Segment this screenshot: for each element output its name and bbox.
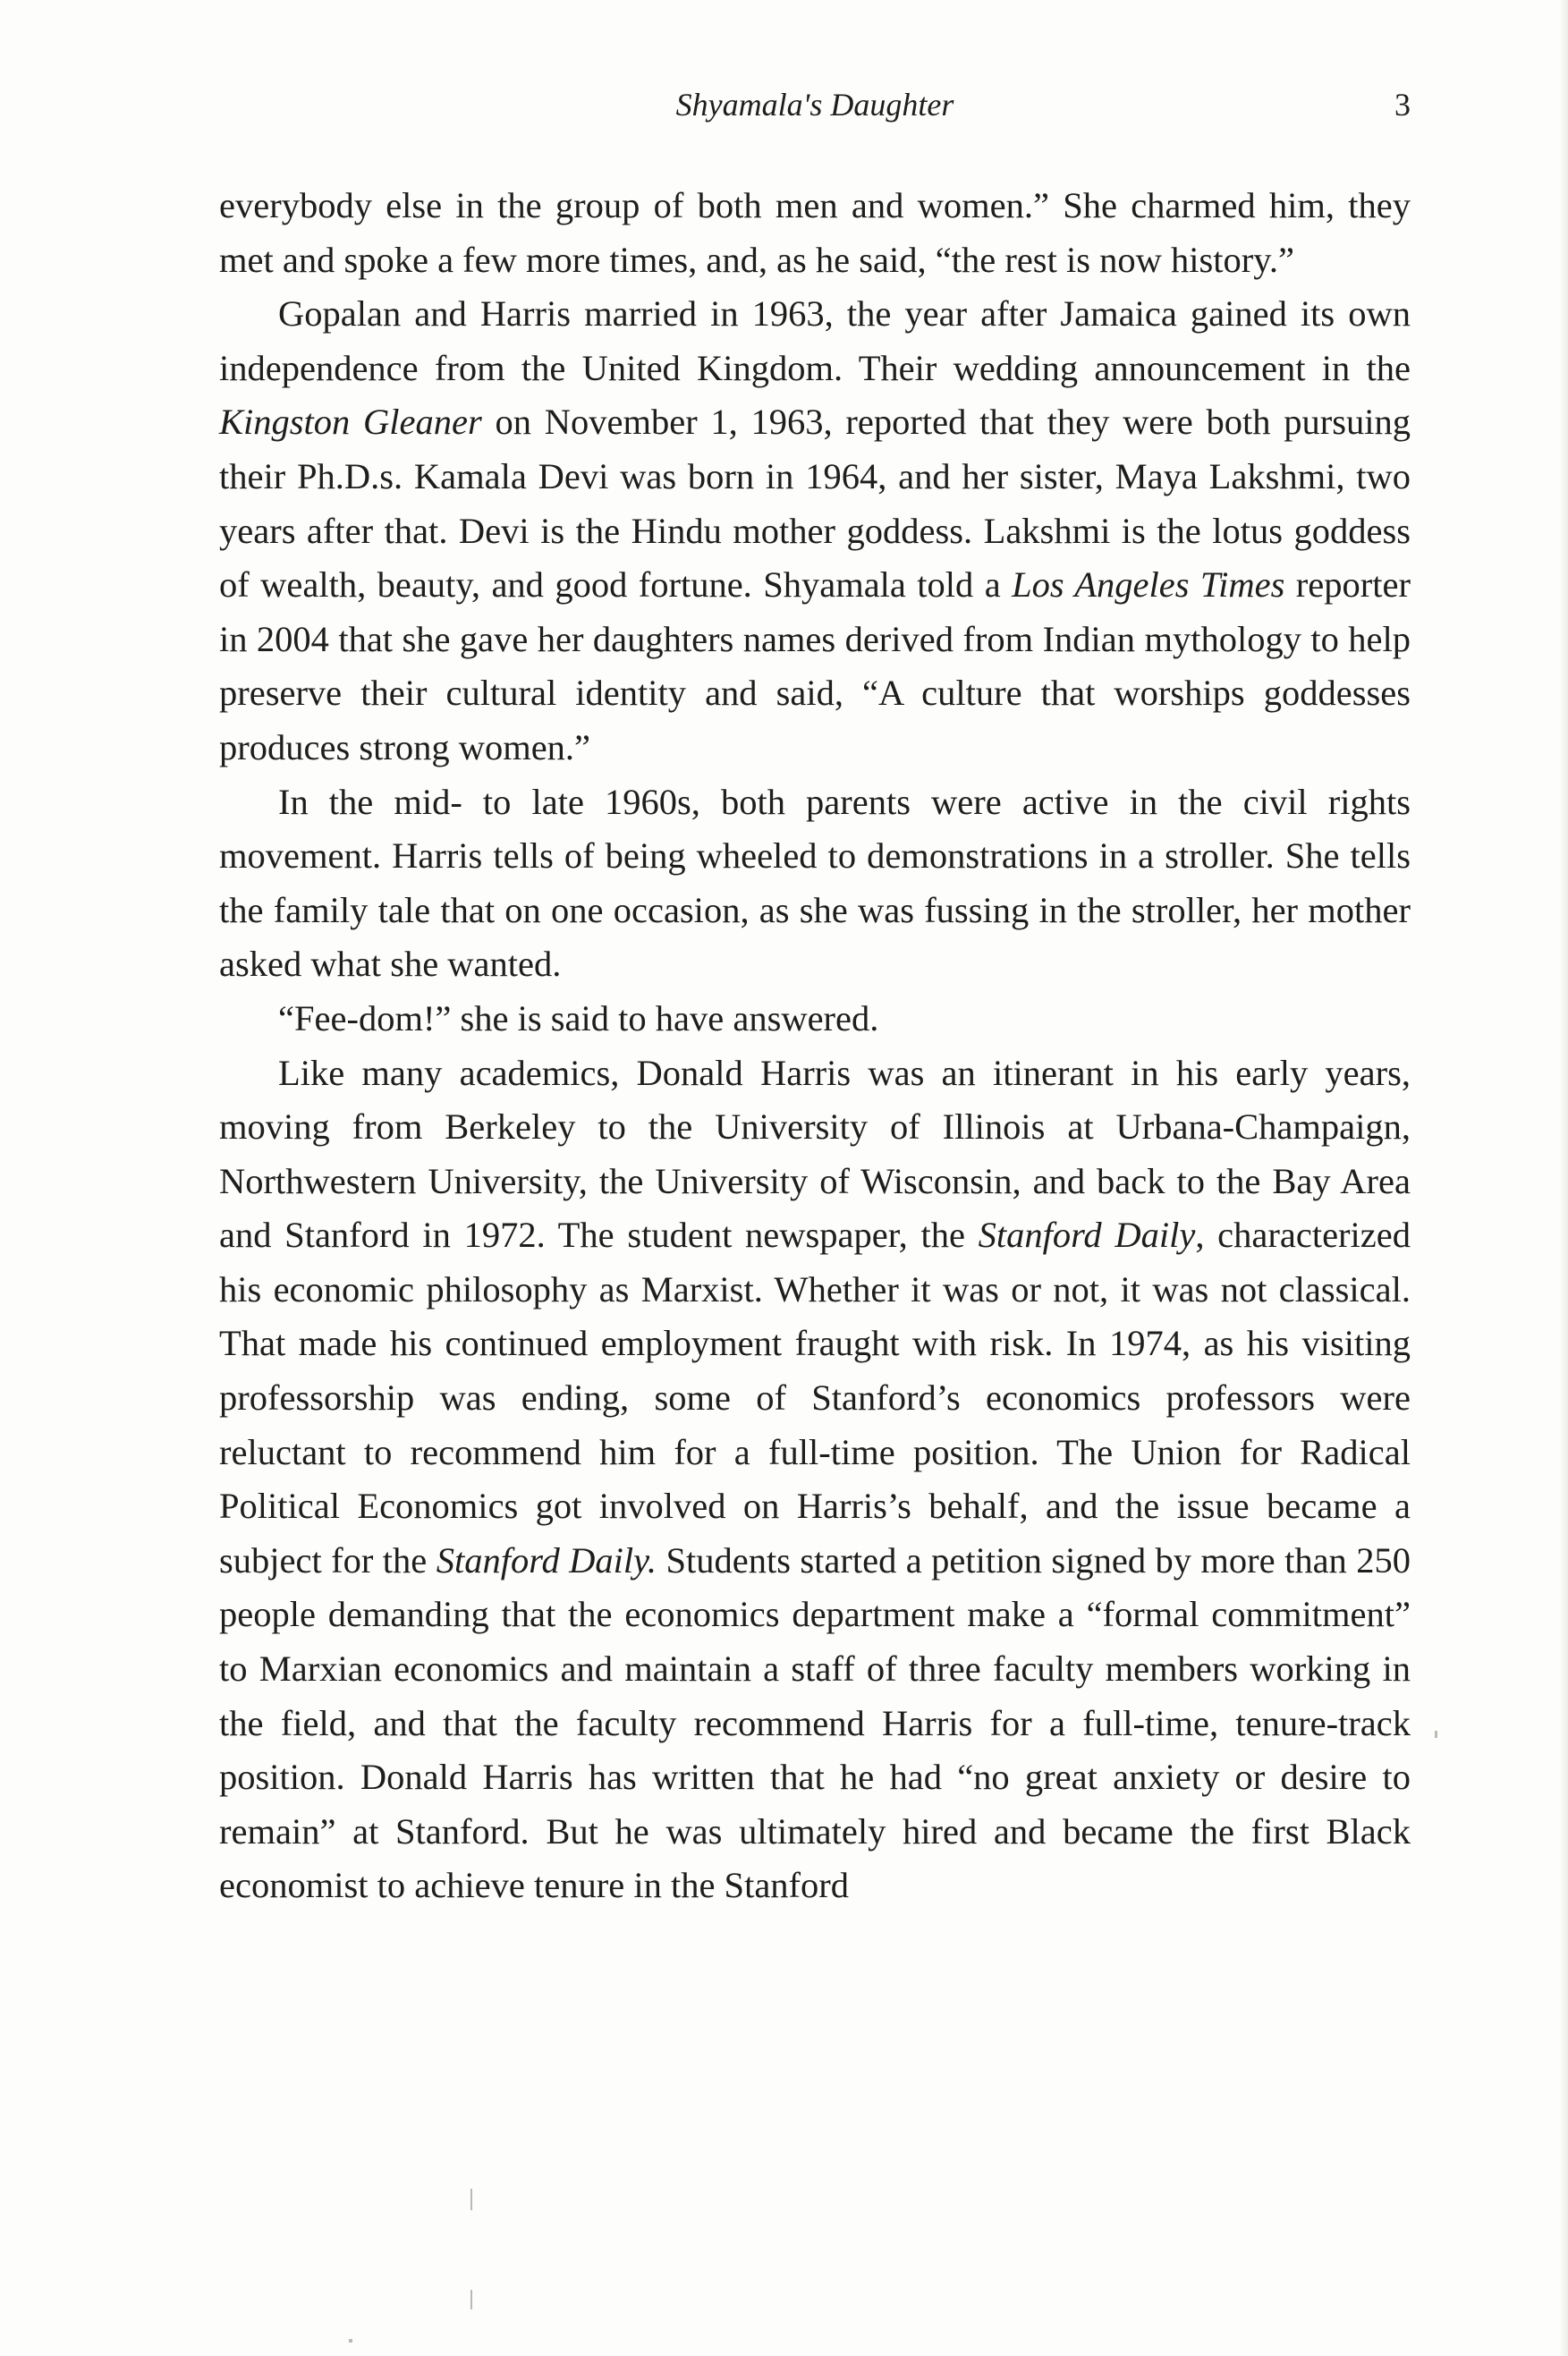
text-run: Like many academics, Donald Harris was an itinerant in his early years, moving from Berkeley to the University of Illinois at Urbana-Champaign, Northwestern University, the University of Wisconsin, and back to the Bay Area and Stanford in 1972. The student newspaper, the [219,1052,1411,1256]
text-run: Gopalan and Harris married in 1963, the year after Jamaica gained its own independence from the United Kingdom. Their wedding announcement in the [219,293,1411,388]
text-run: on November 1, 1963, reported that they were both pursuing their Ph.D.s. Kamala Devi was born in 1964, and her sister, Maya Lakshmi, two years after that. Devi is the Hindu mother goddess. Lakshmi is the lotus goddess of wealth, beauty, and good fortune. Shyamala told a [219,402,1411,606]
italic-title-run: Kingston Gleaner [219,402,482,443]
running-head-title: Shyamala's Daughter [675,87,954,123]
running-head [219,86,1411,136]
page-number: 3 [1394,87,1411,123]
paragraph [219,992,1411,1047]
paragraph [219,287,1411,775]
paragraph [219,179,1411,287]
paragraph [219,1047,1411,1914]
text-run: , characterized his economic philosophy as Marxist. Whether it was or not, it was not classical. That made his continued employment fraught with risk. In 1974, as his visiting professorship was ending, some of Stanford’s economics professors were reluctant to recommend him for a full-time position. The Union for Radical Political Economics got involved on Harris’s behalf, and the issue became a subject for the [219,1215,1411,1581]
text-run: In the mid- to late 1960s, both parents were active in the civil rights movement. Harris tells of being wheeled to demonstrations in a stroller. She tells the family tale that on one occasion, as she was fussing in the stroller, her mother asked what she wanted. [219,781,1411,985]
scan-speck [470,2189,472,2210]
text-run: everybody else in the group of both men and women.” She charmed him, they met and spoke a few more times, and, as he said, “the rest is now history.” [219,185,1411,280]
page-edge-shadow [1559,0,1568,2356]
italic-title-run: Stanford Daily [978,1215,1196,1256]
text-run: reporter in 2004 that she gave her daughters names derived from Indian mythology to help preserve their cultural identity and said, “A culture that worships goddesses produces strong women.” [219,564,1411,767]
body-text [219,179,1411,1913]
text-run: Students started a petition signed by more than 250 people demanding that the economics department make a “formal commitment” to Marxian economics and maintain a staff of three faculty members working in the field, and that the faculty recommend Harris for a full-time, tenure-track position. Donald Harris has written that he had “no great anxiety or desire to remain” at Stanford. But he was ultimately hired and became the first Black economist to achieve tenure in the Stanford [219,1539,1411,1906]
scan-speck [349,2339,352,2343]
scan-speck [1435,1731,1437,1738]
scan-speck [470,2290,472,2309]
text-run: “Fee-dom!” she is said to have answered. [278,997,879,1038]
italic-title-run: Stanford Daily. [436,1539,657,1581]
paragraph [219,775,1411,992]
italic-title-run: Los Angeles Times [1012,564,1285,606]
